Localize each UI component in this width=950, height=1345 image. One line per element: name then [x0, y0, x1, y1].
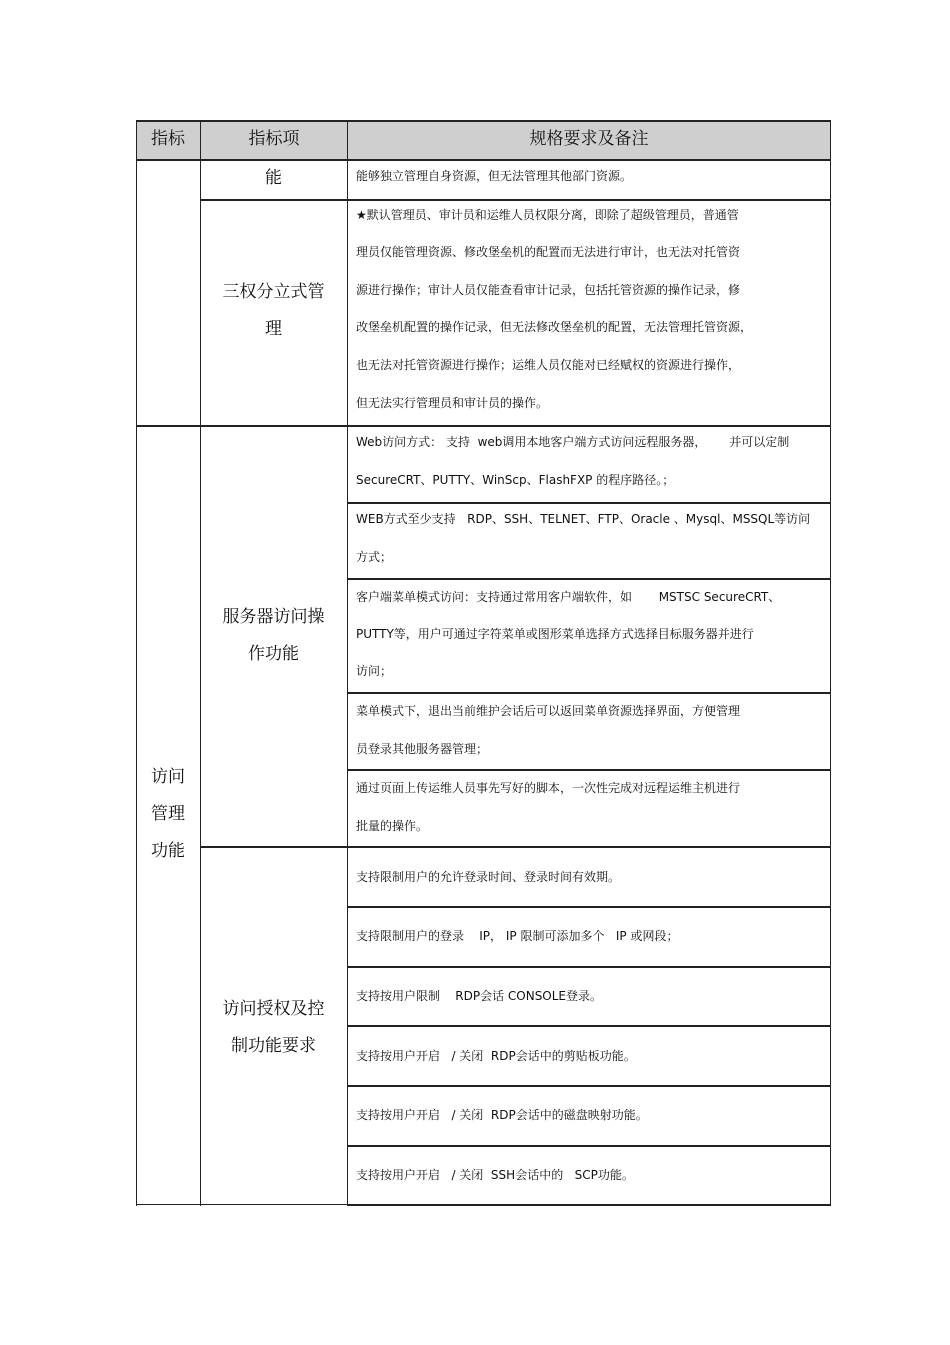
spec-text: ★默认管理员、审计员和运维人员权限分离，即除了超级管理员，普通管: [356, 208, 739, 222]
spec-text: 也无法对托管资源进行操作；运维人员仅能对已经赋权的资源进行操作，: [356, 358, 741, 372]
spec-text: Web访问方式： 支持 web调用本地客户端方式访问远程服务器， 并可以定制: [356, 435, 790, 449]
row-line: [347, 1204, 831, 1206]
spec-text: 方式；: [356, 550, 393, 564]
border-right: [830, 120, 831, 1206]
header-col-item: 指标项: [248, 129, 300, 149]
item-three-powers: [200, 274, 347, 348]
spec-text: 但无法实行管理员和审计员的操作。: [356, 396, 549, 410]
row-line: [347, 966, 831, 968]
table-bottom: [136, 1204, 348, 1205]
indicator-access-management: [136, 759, 200, 870]
spec-text: 源进行操作；审计人员仅能查看审计记录，包括托管资源的操作记录，修: [356, 283, 741, 297]
spec-text: 改堡垒机配置的操作记录，但无法修改堡垒机的配置，无法管理托管资源，: [356, 320, 753, 334]
spec-text: 支持按用户限制 RDP会话 CONSOLE登录。: [356, 989, 603, 1003]
item-line: 理: [265, 319, 282, 339]
spec-text: 员登录其他服务器管理；: [356, 742, 489, 756]
item-line: 作功能: [248, 644, 299, 664]
item-line: 访问授权及控: [222, 999, 325, 1019]
row-line: [347, 1145, 831, 1147]
header-col-indicator: 指标: [151, 129, 185, 149]
spec-text: SecureCRT、PUTTY、WinScp、FlashFXP 的程序路径。；: [356, 473, 675, 487]
spec-text: 客户端菜单模式访问：支持通过常用客户端软件，如 MSTSC SecureCRT、: [356, 590, 781, 604]
spec-text: 批量的操作。: [356, 819, 429, 833]
indicator-line: 管理: [151, 804, 185, 824]
spec-text: 菜单模式下，退出当前维护会话后可以返回菜单资源选择界面，方便管理: [356, 704, 741, 718]
row-line: [347, 1085, 831, 1087]
border-left: [136, 120, 137, 1206]
indicator-line: 访问: [151, 767, 185, 787]
item-server-access: [200, 599, 347, 673]
item-continued: 能: [265, 168, 282, 188]
header-col-spec: 规格要求及备注: [529, 129, 649, 149]
indicator-line: 功能: [151, 841, 185, 861]
spec-text: 能够独立管理自身资源，但无法管理其他部门资源。: [356, 169, 633, 183]
row-line: [200, 199, 348, 201]
row-line: [347, 906, 831, 908]
spec-text: 支持限制用户的允许登录时间、登录时间有效期。: [356, 870, 621, 884]
spec-text: 支持按用户开启 / 关闭 RDP会话中的磁盘映射功能。: [356, 1108, 648, 1122]
border-col2: [347, 120, 348, 1206]
spec-text: 通过页面上传运维人员事先写好的脚本，一次性完成对远程运维主机进行: [356, 781, 741, 795]
spec-text: 支持按用户开启 / 关闭 RDP会话中的剪贴板功能。: [356, 1049, 636, 1063]
row-line: [347, 1025, 831, 1027]
spec-text: 理员仅能管理资源、修改堡垒机的配置而无法进行审计，也无法对托管资: [356, 245, 741, 259]
item-line: 制功能要求: [231, 1036, 316, 1056]
spec-text: WEB方式至少支持 RDP、SSH、TELNET、FTP、Oracle 、Mysql、MSSQL等访问: [356, 512, 811, 526]
row-line: [200, 846, 831, 848]
item-line: 服务器访问操: [222, 607, 325, 627]
spec-text: 访问；: [356, 664, 393, 678]
spec-text: PUTTY等，用户可通过字符菜单或图形菜单选择方式选择目标服务器并进行: [356, 627, 754, 641]
spec-text: 支持按用户开启 / 关闭 SSH会话中的 SCP功能。: [356, 1168, 634, 1182]
item-line: 三权分立式管: [222, 282, 325, 302]
item-access-control: [200, 991, 347, 1065]
spec-text: 支持限制用户的登录 IP， IP 限制可添加多个 IP 或网段；: [356, 929, 679, 943]
